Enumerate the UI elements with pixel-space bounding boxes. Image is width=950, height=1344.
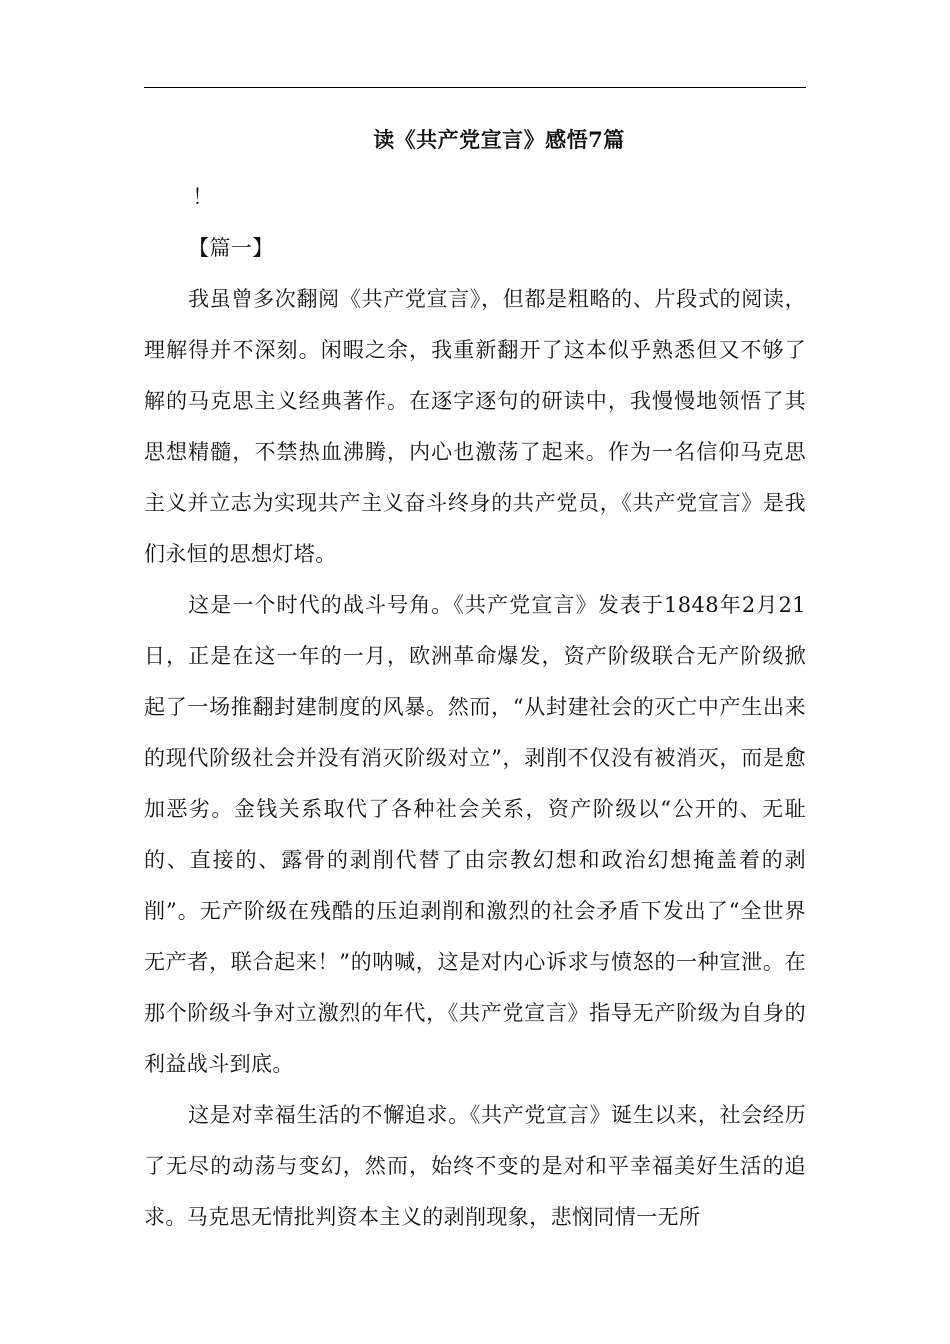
document-title: 读《共产党宣言》感悟7篇 bbox=[373, 127, 625, 152]
exclamation-mark: ！ bbox=[192, 185, 214, 209]
section-label: 【篇一】 bbox=[188, 236, 274, 260]
paragraph-1: 我虽曾多次翻阅《共产党宣言》，但都是粗略的、片段式的阅读，理解得并不深刻。闲暇之余，我重新翻开了这本似乎熟悉但又不够了解的马克思主义经典著作。在逐字逐句的研读中，我慢慢地领悟了其思想精髓，不禁热血沸腾，内心也激荡了起来。作为一名信仰马克思主义并立志为实现共产主义奋斗终身的共产党员，《共产党宣言》是我们永恒的思想灯塔。 bbox=[144, 287, 806, 566]
paragraph-2: 这是一个时代的战斗号角。《共产党宣言》发表于1848年2月21日，正是在这一年的一月，欧洲革命爆发，资产阶级联合无产阶级掀起了一场推翻封建制度的风暴。然而，“从封建社会的灭亡中产生出来的现代阶级社会并没有消灭阶级对立”，剥削不仅没有被消灭，而是愈加恶劣。金钱关系取代了各种社会关系，资产阶级以“公开的、无耻的、直接的、露骨的剥削代替了由宗教幻想和政治幻想掩盖着的剥削”。无产阶级在残酷的压迫剥削和激烈的社会矛盾下发出了“全世界无产者，联合起来！”的呐喊，这是对内心诉求与愤怒的一种宣泄。在那个阶级斗争对立激烈的年代，《共产党宣言》指导无产阶级为自身的利益战斗到底。 bbox=[144, 593, 806, 1076]
paragraph-3: 这是对幸福生活的不懈追求。《共产党宣言》诞生以来，社会经历了无尽的动荡与变幻，然而，始终不变的是对和平幸福美好生活的追求。马克思无情批判资本主义的剥削现象，悲悯同情一无所 bbox=[144, 1103, 806, 1229]
document-body bbox=[144, 172, 806, 1243]
header-rule bbox=[144, 87, 806, 88]
